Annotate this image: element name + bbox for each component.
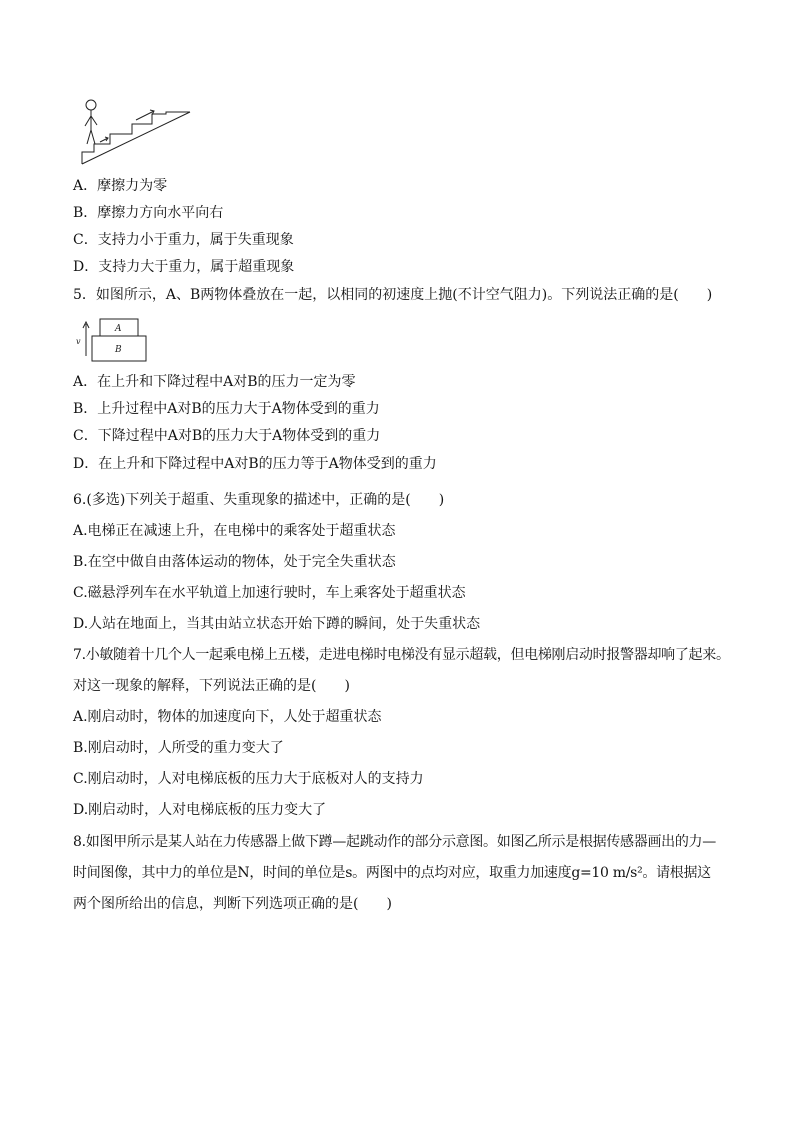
q8-line1: 8.如图甲所示是某人站在力传感器上做下蹲—起跳动作的部分示意图。如图乙所示是根据传感器画出的力— <box>73 834 716 850</box>
q7-option-b: B.刚启动时，人所受的重力变大了 <box>73 740 284 756</box>
q5-stem: 5．如图所示，A、B两物体叠放在一起，以相同的初速度上抛(不计空气阻力)。下列说法正确的是( ) <box>73 287 713 303</box>
stacked-blocks-figure <box>74 316 149 364</box>
block-a-label: A <box>115 324 122 334</box>
q5-option-a: A．在上升和下降过程中A对B的压力一定为零 <box>73 374 356 390</box>
escalator-figure <box>80 96 195 166</box>
person-head <box>86 100 96 110</box>
q5-option-c: C．下降过程中A对B的压力大于A物体受到的重力 <box>73 428 381 444</box>
q5-option-d: D．在上升和下降过程中A对B的压力等于A物体受到的重力 <box>73 456 437 472</box>
q4-option-c: C．支持力小于重力，属于失重现象 <box>73 232 294 248</box>
q7-option-c: C.刚启动时，人对电梯底板的压力大于底板对人的支持力 <box>73 771 424 787</box>
q7-option-a: A.刚启动时，物体的加速度向下，人处于超重状态 <box>73 709 382 725</box>
q6-stem: 6.(多选)下列关于超重、失重现象的描述中，正确的是( ) <box>73 492 445 508</box>
q8-line3: 两个图所给出的信息，判断下列选项正确的是( ) <box>73 896 392 912</box>
q7-stem-line2: 对这一现象的解释，下列说法正确的是( ) <box>73 678 350 694</box>
velocity-label: v <box>76 337 81 346</box>
q7-stem-line1: 7.小敏随着十几个人一起乘电梯上五楼，走进电梯时电梯没有显示超载，但电梯刚启动时报警器却响了起来。 <box>73 647 730 663</box>
velocity-arrow <box>136 111 154 120</box>
q5-option-b: B．上升过程中A对B的压力大于A物体受到的重力 <box>73 401 380 417</box>
q4-option-a: A．摩擦力为零 <box>73 178 168 194</box>
q6-option-a: A.电梯正在减速上升，在电梯中的乘客处于超重状态 <box>73 523 396 539</box>
q7-option-d: D.刚启动时，人对电梯底板的压力变大了 <box>73 802 327 818</box>
q4-option-b: B．摩擦力方向水平向右 <box>73 205 224 221</box>
q4-option-d: D．支持力大于重力，属于超重现象 <box>73 259 295 275</box>
q6-option-b: B.在空中做自由落体运动的物体，处于完全失重状态 <box>73 554 396 570</box>
q6-option-d: D.人站在地面上，当其由站立状态开始下蹲的瞬间，处于失重状态 <box>73 616 481 632</box>
q8-line2: 时间图像，其中力的单位是N，时间的单位是s。两图中的点均对应，取重力加速度g=10 m/s²。请根据这 <box>73 865 711 881</box>
block-b-label: B <box>115 345 122 355</box>
q6-option-c: C.磁悬浮列车在水平轨道上加速行驶时，车上乘客处于超重状态 <box>73 585 466 601</box>
